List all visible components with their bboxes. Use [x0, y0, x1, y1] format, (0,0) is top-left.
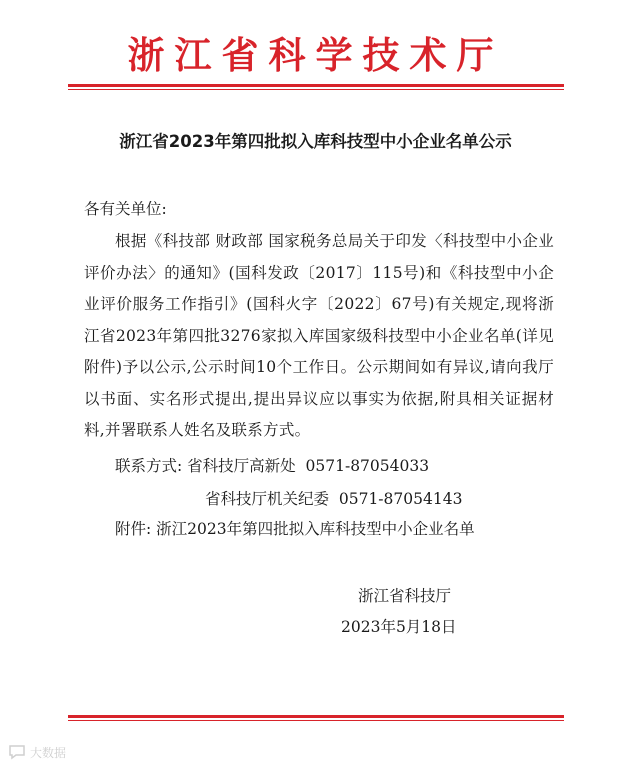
- salutation: 各有关单位:: [84, 200, 167, 218]
- red-rule-thick-bottom: [68, 715, 564, 718]
- masthead: 浙江省科学技术厅: [127, 33, 504, 77]
- contact-line-1: 联系方式: 省科技厅高新处 0571-87054033: [115, 457, 430, 475]
- speech-bubble-icon: [8, 744, 26, 760]
- document-title: 浙江省2023年第四批拟入库科技型中小企业名单公示: [119, 132, 512, 151]
- red-rule-thick-top: [68, 84, 564, 87]
- watermark-text: 大数据: [30, 745, 67, 760]
- signature-organization: 浙江省科技厅: [358, 587, 452, 605]
- red-rule-thin-bottom: [68, 720, 564, 721]
- watermark: [8, 742, 66, 762]
- red-rule-thin-top: [68, 89, 564, 90]
- body-paragraph: 根据《科技部 财政部 国家税务总局关于印发〈科技型中小企业评价办法〉的通知》(国科发政〔2017〕115号)和《科技型中小企业评价服务工作指引》(国科火字〔2022〕67号)有关规定,现将浙江省2023年第四批3276家拟入库国家级科技型中小企业名单(详见附件)予以公示,公示时间10个工作日。公示期间如有异议,请向我厅以书面、实名形式提出,提出异议应以事实为依据,附具相关证据材料,并署联系人姓名及联系方式。: [84, 232, 554, 439]
- attachment-line: 附件: 浙江2023年第四批拟入库科技型中小企业名单: [115, 520, 475, 538]
- signature-date: 2023年5月18日: [341, 618, 457, 636]
- contact-line-2: 省科技厅机关纪委 0571-87054143: [205, 490, 463, 508]
